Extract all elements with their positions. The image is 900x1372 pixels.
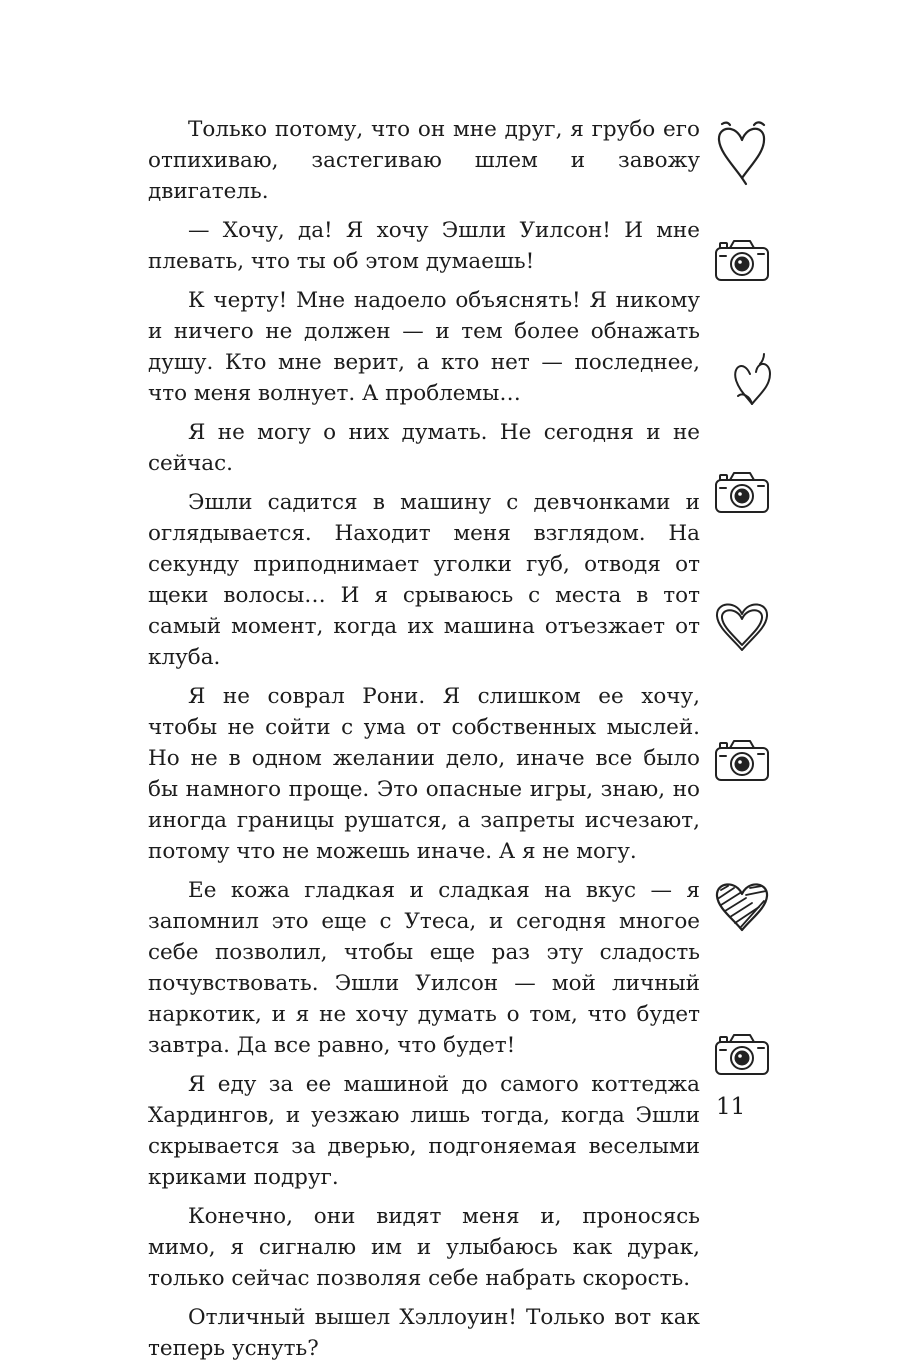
paragraph: Я не могу о них думать. Не сегодня и не сейчас. <box>148 420 700 476</box>
paragraph: Я не соврал Рони. Я слишком ее хочу, чтобы не сойти с ума от собственных мыслей. Но не в одном желании дело, иначе все было бы намного проще. Это опасные игры, знаю, но иногда границы рушатся, а запреты исчезают, потому что не можешь иначе. А я не могу. <box>148 684 700 864</box>
heart-icon <box>712 876 772 934</box>
paragraph: Эшли садится в машину с девчонками и оглядывается. Находит меня взглядом. На секунду приподнимает уголки губ, отводя от щеки волосы… И я срываюсь с места в тот самый момент, когда их машина отъезжает от клуба. <box>148 490 700 670</box>
paragraph: — Хочу, да! Я хочу Эшли Уилсон! И мне плевать, что ты об этом думаешь! <box>148 218 700 274</box>
body-text <box>148 114 700 1372</box>
paragraph: Ее кожа гладкая и сладкая на вкус — я запомнил это еще с Утеса, и сегодня многое себе позволил, чтобы еще раз эту сладость почувствовать. Эшли Уилсон — мой личный наркотик, и я не хочу думать о том, что будет завтра. Да все равно, что будет! <box>148 878 700 1058</box>
camera-icon <box>712 736 772 784</box>
heart-icon <box>712 596 772 654</box>
heart-icon <box>712 118 772 186</box>
page-number: 11 <box>716 1094 746 1120</box>
camera-icon <box>712 236 772 284</box>
camera-icon <box>712 468 772 516</box>
paragraph: Только потому, что он мне друг, я грубо его отпихиваю, застегиваю шлем и завожу двигатель. <box>148 117 700 204</box>
paragraph: Отличный вышел Хэллоуин! Только вот как теперь уснуть? <box>148 1305 700 1361</box>
paragraph: Конечно, они видят меня и, проносясь мимо, я сигналю им и улыбаюсь как дурак, только сейчас позволяя себе набрать скорость. <box>148 1204 700 1291</box>
paragraph: Я еду за ее машиной до самого коттеджа Хардингов, и уезжаю лишь тогда, когда Эшли скрывается за дверью, подгоняемая веселыми криками подруг. <box>148 1072 700 1190</box>
paragraph: К черту! Мне надоело объяснять! Я никому и ничего не должен — и тем более обнажать душу. Кто мне верит, а кто нет — последнее, что меня волнует. А проблемы… <box>148 288 700 406</box>
heart-icon <box>730 352 774 412</box>
camera-icon <box>712 1030 772 1078</box>
